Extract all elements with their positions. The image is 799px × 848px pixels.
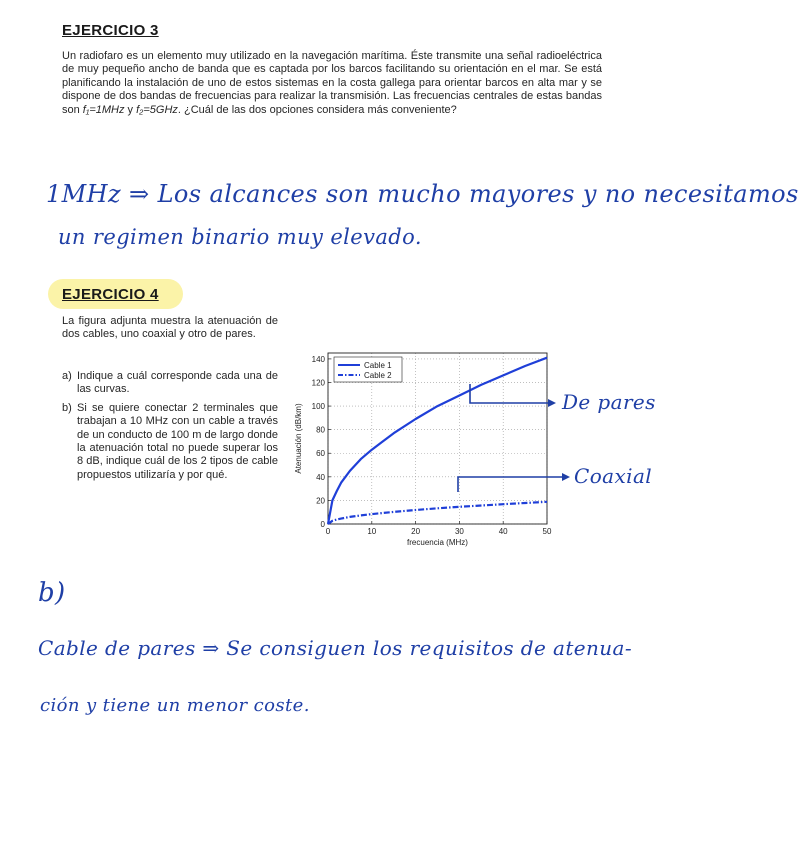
exercise4-intro: La figura adjunta muestra la atenuación de dos cables, uno coaxial y otro de pares. [62, 315, 278, 341]
x-tick-label: 50 [542, 527, 552, 536]
exercise3-title: EJERCICIO 3 [62, 22, 159, 39]
exercise4-title: EJERCICIO 4 [62, 286, 159, 303]
exercise4-question-b [62, 402, 278, 482]
question-b-label: b) [62, 401, 72, 414]
exercise3-and: y [124, 103, 137, 116]
exercise4-question-a [62, 370, 278, 397]
exercise4-questions [62, 370, 278, 487]
question-a-text: Indique a cuál corresponde cada una de las curvas. [77, 370, 278, 396]
y-tick-label: 140 [311, 354, 325, 364]
y-tick-label: 0 [320, 520, 325, 529]
exercise3-answer-line1: 1MHz ⇒ Los alcances son mucho mayores y no necesitamos [46, 180, 799, 208]
question-a-label: a) [62, 370, 72, 382]
x-tick-label: 10 [367, 527, 377, 536]
answer-b-line2: ción y tiene un menor coste. [40, 695, 310, 716]
y-tick-label: 100 [311, 402, 325, 412]
question-b-text: Si se quiere conectar 2 terminales que trabajan a 10 MHz con un cable a través de un conducto de 100 m de largo donde la atenuación total no puede superar los 8 dB, indique cuál de los 2 tipos de cable propuestos utilizaría y por qué. [77, 401, 278, 481]
exercise3-f2: f₂=5GHz [136, 103, 178, 116]
legend-label-1: Cable 1 [364, 361, 392, 370]
legend-label-2: Cable 2 [364, 371, 392, 380]
x-tick-label: 0 [325, 527, 331, 536]
x-axis-label: frecuencia (MHz) [407, 538, 468, 547]
annotation-pares: De pares [562, 390, 656, 414]
y-tick-label: 60 [316, 449, 325, 459]
y-tick-label: 20 [316, 496, 325, 506]
y-tick-label: 40 [316, 472, 325, 482]
x-tick-label: 30 [454, 527, 464, 536]
series-line-2 [328, 502, 547, 524]
answer-b-line1: Cable de pares ⇒ Se consiguen los requisitos de atenua- [38, 636, 633, 660]
answer-b-label: b) [38, 578, 66, 608]
exercise3-answer-line2: un regimen binario muy elevado. [58, 225, 422, 249]
x-tick-label: 20 [411, 527, 421, 536]
y-tick-label: 80 [316, 425, 325, 435]
exercise3-f1: f₁=1MHz [82, 103, 125, 116]
y-axis-label: Atenuación (dB/km) [294, 403, 303, 474]
exercise3-text-before: Un radiofaro es un elemento muy utilizado en la navegación marítima. Éste transmite una señal radioeléctrica de muy pequeño ancho de banda que es captada por los barcos facilitando su orientación en el mar. Se está planificando la instalación de uno de estos sistemas en la costa gallega para orientar barcos en alta mar y se dispone de dos bandas de frecuencias para realizar la transmisión. Las frecuencias centrales de estas bandas son [62, 50, 602, 116]
annotation-coaxial: Coaxial [574, 464, 653, 488]
exercise3-statement [62, 50, 602, 117]
x-tick-label: 40 [498, 527, 508, 536]
arrow-head-coaxial [562, 473, 570, 481]
attenuation-chart [286, 344, 561, 556]
exercise3-text-after: . ¿Cuál de las dos opciones considera más conveniente? [177, 103, 457, 116]
y-tick-label: 120 [311, 378, 325, 388]
